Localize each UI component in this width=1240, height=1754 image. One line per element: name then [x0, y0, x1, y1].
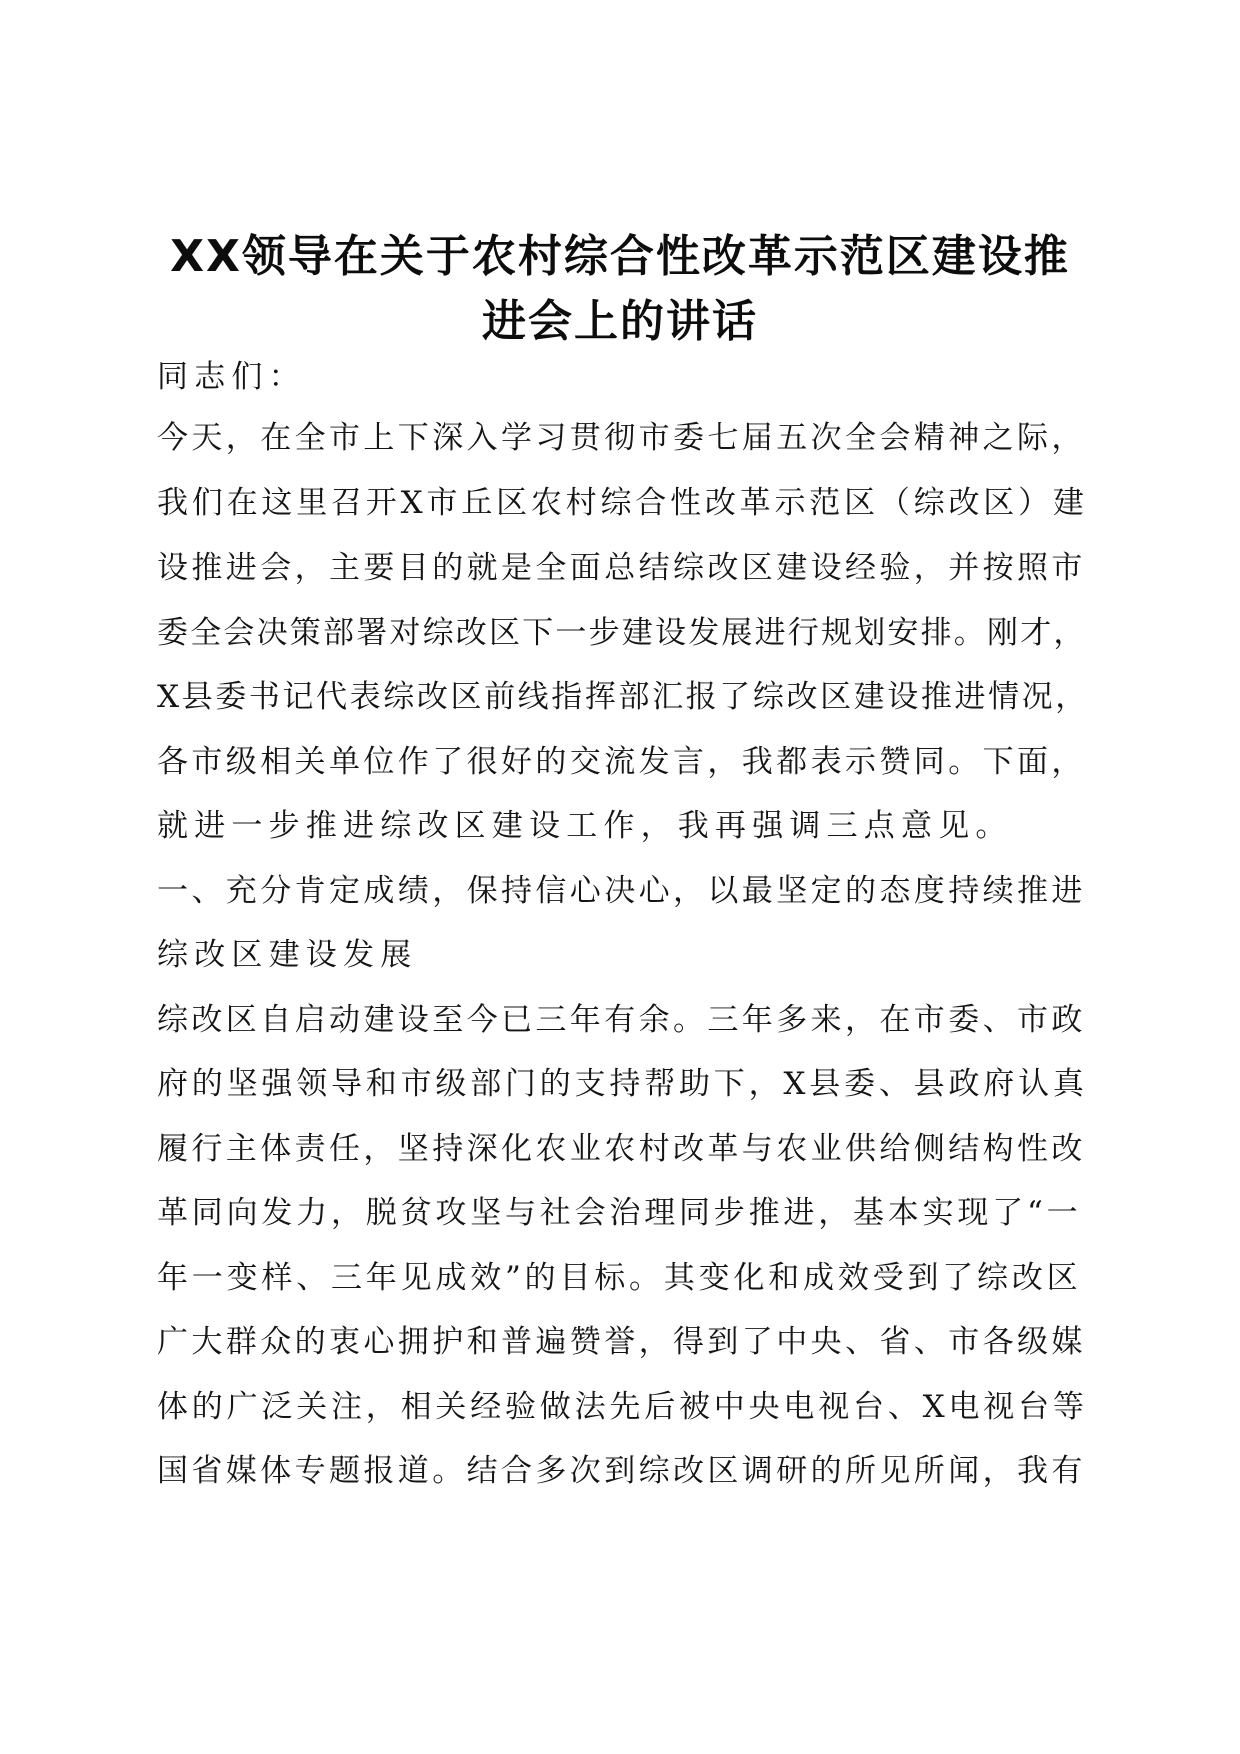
body-line: 我们在这里召开X市丘区农村综合性改革示范区（综改区）建 — [157, 485, 1088, 521]
body-line: 委全会决策部署对综改区下一步建设发展进行规划安排。刚才， — [157, 615, 1087, 651]
body-line: 革同向发力，脱贫攻坚与社会治理同步推进，基本实现了“一 — [157, 1195, 1082, 1231]
body-line: 履行主体责任，坚持深化农业农村改革与农业供给侧结构性改 — [157, 1131, 1086, 1167]
body-line: 综改区自启动建设至今已三年有余。三年多来，在市委、市政 — [157, 1002, 1086, 1038]
body-line: 今天，在全市上下深入学习贯彻市委七届五次全会精神之际， — [157, 420, 1086, 456]
document-title-line-1: XX领导在关于农村综合性改革示范区建设推 — [170, 231, 1070, 282]
section-heading-line: 综改区建设发展 — [157, 937, 418, 973]
body-line: 年一变样、三年见成效”的目标。其变化和成效受到了综改区 — [157, 1260, 1082, 1296]
body-line: 国省媒体专题报道。结合多次到综改区调研的所见所闻，我有 — [157, 1453, 1086, 1489]
body-line: 广大群众的衷心拥护和普遍赞誉，得到了中央、省、市各级媒 — [157, 1324, 1086, 1360]
body-line: 设推进会，主要目的就是全面总结综改区建设经验，并按照市 — [157, 550, 1086, 586]
body-line: 体的广泛关注，相关经验做法先后被中央电视台、X电视台等 — [157, 1389, 1088, 1425]
section-heading-line: 一、充分肯定成绩，保持信心决心，以最坚定的态度持续推进 — [157, 873, 1086, 909]
document-title-line-2: 进会上的讲话 — [482, 296, 758, 347]
salutation: 同志们： — [157, 359, 306, 395]
body-line: 府的坚强领导和市级部门的支持帮助下，X县委、县政府认真 — [157, 1066, 1088, 1102]
body-line: 各市级相关单位作了很好的交流发言，我都表示赞同。下面， — [157, 744, 1086, 780]
body-line: X县委书记代表综改区前线指挥部汇报了综改区建设推进情况， — [157, 679, 1089, 715]
body-line: 就进一步推进综改区建设工作，我再强调三点意见。 — [157, 808, 1013, 844]
